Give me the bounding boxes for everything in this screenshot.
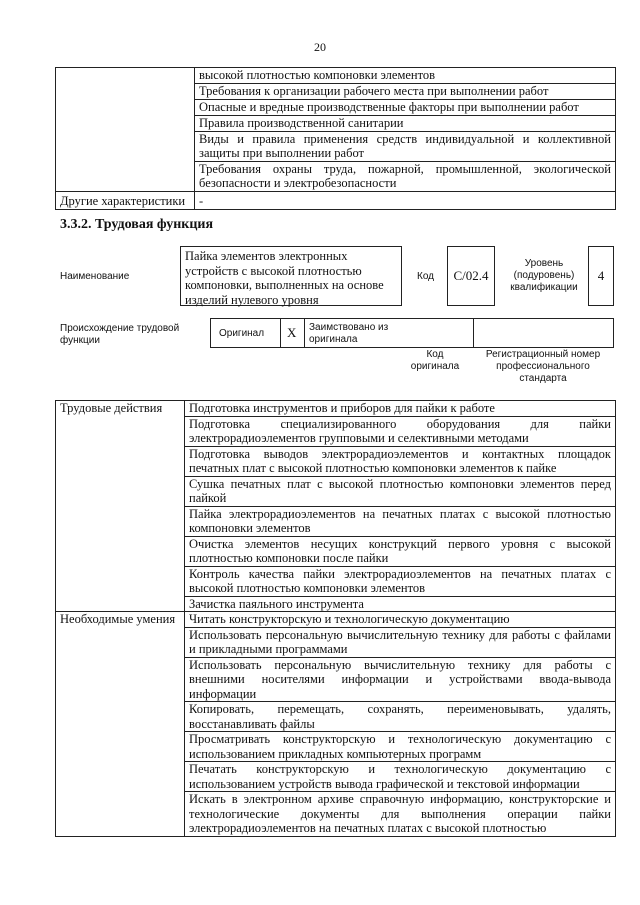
table-cell: Пайка электрорадиоэлементов на печатных платах с высокой плотностью компоновки элементов (185, 506, 616, 536)
table-cell: Подготовка выводов электрорадиоэлементов и контактных площадок печатных плат с высокой плотностью компоновки элементов к пайке (185, 446, 616, 476)
origin-box (210, 318, 614, 348)
table-cell: Использовать персональную вычислительную технику для работы с внешними носителями информации и устройствами ввода-вывода информации (185, 657, 616, 702)
code-caption: Код оригинала (410, 349, 460, 372)
registration-caption: Регистрационный номер профессионального стандарта (485, 349, 601, 384)
table-cell: Сушка печатных плат с высокой плотностью компоновки элементов перед пайкой (185, 476, 616, 506)
labor-actions-label: Трудовые действия (56, 401, 185, 612)
divider (473, 319, 474, 347)
table-row (56, 68, 616, 84)
page-number: 20 (314, 40, 326, 54)
table-cell: Искать в электронном архиве справочную информацию, конструкторские и технологические документы для выполнения операции пайки электрорадиоэлементов на печатных платах с высокой плотностью (185, 792, 616, 837)
skills-label: Необходимые умения (56, 612, 185, 837)
top-table (55, 67, 616, 210)
table-cell: Читать конструкторскую и технологическую документацию (185, 612, 616, 628)
code-label: Код (417, 271, 435, 282)
divider (304, 319, 305, 347)
divider (280, 319, 281, 347)
table-row (56, 191, 616, 210)
table-cell: Использовать персональную вычислительную технику для работы с файлами и прикладными программами (185, 627, 616, 657)
table-cell: Требования к организации рабочего места при выполнении работ (195, 83, 616, 99)
table-cell: высокой плотностью компоновки элементов (195, 68, 616, 84)
origin-label: Происхождение трудовой функции (60, 323, 180, 346)
table-cell: Просматривать конструкторскую и технологическую документацию с использованием прикладных компьютерных программ (185, 732, 616, 762)
original-label: Оригинал (219, 328, 265, 339)
table-cell: Контроль качества пайки электрорадиоэлементов на печатных платах с высокой плотностью компоновки элементов (185, 566, 616, 596)
qualification-level: 4 (588, 246, 614, 306)
table-cell: Опасные и вредные производственные факторы при выполнении работ (195, 99, 616, 115)
table-cell: Виды и правила применения средств индивидуальной и коллективной защиты при выполнении работ (195, 131, 616, 161)
table-row (56, 612, 616, 628)
table-cell: Подготовка специализированного оборудования для пайки электрорадиоэлементов групповыми и селективными методами (185, 416, 616, 446)
table-cell: Правила производственной санитарии (195, 115, 616, 131)
section-title: 3.3.2. Трудовая функция (60, 217, 214, 232)
function-code: С/02.4 (447, 246, 495, 306)
other-characteristics-value: - (195, 191, 616, 210)
table-cell: Требования охраны труда, пожарной, промышленной, экологической безопасности и электробезопасности (195, 161, 616, 191)
table-cell: Очистка элементов несущих конструкций первого уровня с высокой плотностью компоновки после пайки (185, 536, 616, 566)
other-characteristics-label: Другие характеристики (56, 191, 195, 210)
empty-label-cell (56, 68, 195, 192)
borrowed-label: Заимствовано из оригинала (309, 322, 389, 345)
function-name: Пайка элементов электронных устройств с высокой плотностью компоновки, выполненных на основе изделий нулевого уровня (180, 246, 402, 306)
level-label: Уровень (подуровень) квалификации (510, 258, 578, 293)
main-table (55, 400, 616, 837)
table-cell: Печатать конструкторскую и технологическую документацию с использованием устройств вывода графической и текстовой информации (185, 762, 616, 792)
table-row (56, 401, 616, 417)
original-mark: X (287, 325, 297, 340)
table-cell: Копировать, перемещать, сохранять, переименовывать, удалять, восстанавливать файлы (185, 702, 616, 732)
table-cell: Подготовка инструментов и приборов для пайки к работе (185, 401, 616, 417)
name-label: Наименование (60, 271, 130, 282)
table-cell: Зачистка паяльного инструмента (185, 596, 616, 612)
